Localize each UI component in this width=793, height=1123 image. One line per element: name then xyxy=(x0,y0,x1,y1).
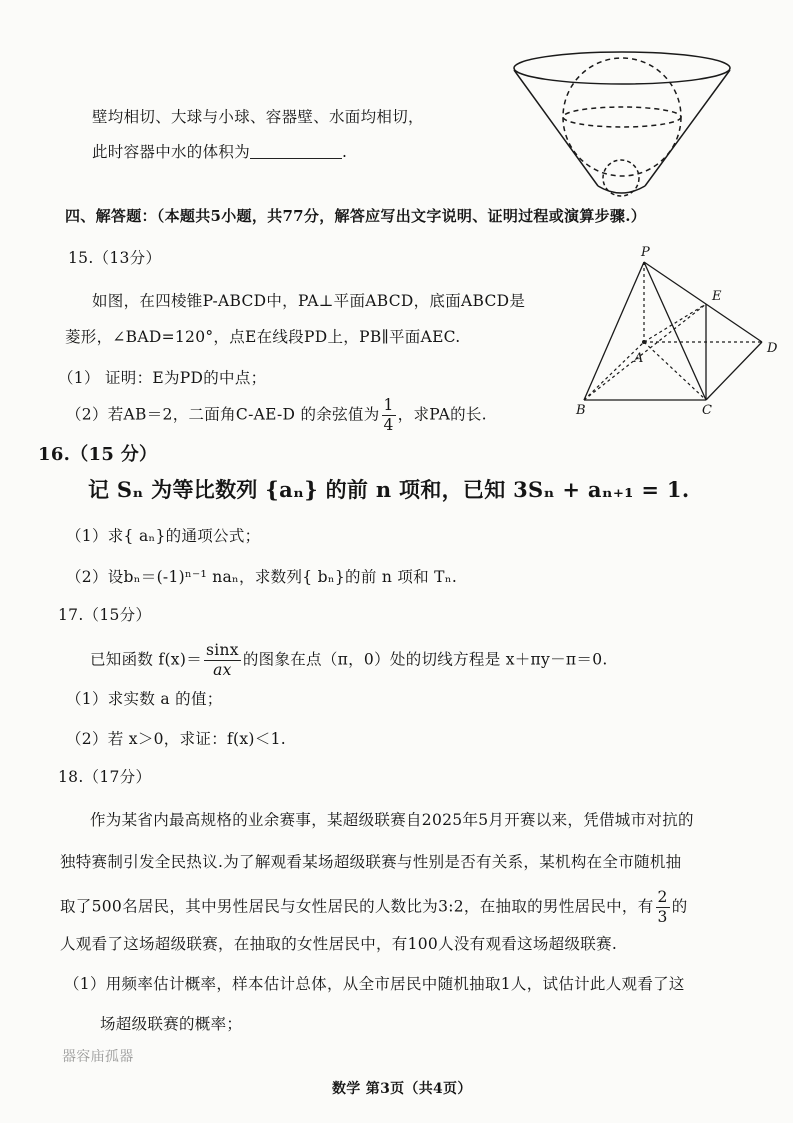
q17-stem-text: 已知函数 f(x)＝ xyxy=(90,650,202,669)
q18-line3-end: 的 xyxy=(671,897,688,916)
q14-line2-end: . xyxy=(342,143,348,161)
fraction-numerator: 2 xyxy=(657,888,668,906)
label-P: P xyxy=(641,245,650,260)
q18-line1: 作为某省内最高规格的业余赛事，某超级联赛自2025年5月开赛以来，凭借城市对抗的 xyxy=(90,811,694,829)
q17-part1: （1）求实数 a 的值； xyxy=(66,690,223,708)
label-B: B xyxy=(576,403,586,418)
q16-number: 16.（15 分） xyxy=(38,444,158,465)
q16-part1: （1）求{ aₙ}的通项公式； xyxy=(66,527,261,545)
label-A: A xyxy=(634,351,644,366)
fraction-sinx-ax xyxy=(204,643,241,678)
q17-part2: （2）若 x＞0，求证：f(x)＜1. xyxy=(66,730,286,748)
label-D: D xyxy=(767,341,778,356)
q18-part1-line1: （1）用频率估计概率，样本估计总体，从全市居民中随机抽取1人，试估计此人观看了这 xyxy=(64,975,685,993)
bleed-through-text: 器容庙孤器 xyxy=(62,1049,134,1065)
q15-stem-line2: 菱形，∠BAD=120°，点E在线段PD上，PB∥平面AEC. xyxy=(65,328,461,346)
q15-number: 15.（13分） xyxy=(68,249,162,267)
label-E: E xyxy=(712,289,722,304)
q15-part2-text: （2）若AB＝2，二面角C-AE-D 的余弦值为 xyxy=(66,405,380,424)
q15-part2-end: ，求PA的长. xyxy=(397,405,487,424)
q18-line2: 独特赛制引发全民热议.为了解观看某场超级联赛与性别是否有关系，某机构在全市随机抽 xyxy=(60,853,682,871)
q17-stem-end: 的图象在点（π，0）处的切线方程是 x＋πy－π＝0. xyxy=(242,650,608,669)
q14-line2-text: 此时容器中水的体积为 xyxy=(92,143,251,161)
fraction-numerator: sinx xyxy=(206,641,239,659)
q18-part1-line2: 场超级联赛的概率； xyxy=(100,1015,243,1033)
q17-number: 17.（15分） xyxy=(58,606,152,624)
q16-part2: （2）设bₙ＝(-1)ⁿ⁻¹ naₙ，求数列{ bₙ}的前 n 项和 Tₙ. xyxy=(66,568,458,586)
q15-stem-line1: 如图，在四棱锥P-ABCD中，PA⊥平面ABCD，底面ABCD是 xyxy=(92,292,526,310)
fraction-two-thirds xyxy=(656,890,670,925)
fraction-denominator: ax xyxy=(213,660,232,679)
fraction-numerator: 1 xyxy=(383,396,394,414)
fraction-denominator: 3 xyxy=(657,907,668,926)
q18-number: 18.（17分） xyxy=(58,768,152,786)
q18-line3 xyxy=(60,890,688,925)
section4-heading: 四、解答题：（本题共5小题，共77分，解答应写出文字说明、证明过程或演算步骤.） xyxy=(65,207,647,225)
q18-line4: 人观看了这场超级联赛，在抽取的女性居民中，有100人没有观看这场超级联赛. xyxy=(60,935,618,953)
q15-part1: （1） 证明：E为PD的中点； xyxy=(58,369,267,387)
fraction-denominator: 4 xyxy=(383,415,394,434)
q14-line1: 壁均相切、大球与小球、容器壁、水面均相切， xyxy=(92,108,424,126)
page-footer: 数学 第3页（共4页） xyxy=(332,1081,472,1097)
q16-stem: 记 Sₙ 为等比数列 {aₙ} 的前 n 项和，已知 3Sₙ + aₙ₊₁ = 1. xyxy=(88,477,690,502)
q17-stem xyxy=(90,643,608,678)
label-C: C xyxy=(702,403,712,418)
q18-line3-text: 取了500名居民，其中男性居民与女性居民的人数比为3:2，在抽取的男性居民中，有 xyxy=(60,897,654,916)
